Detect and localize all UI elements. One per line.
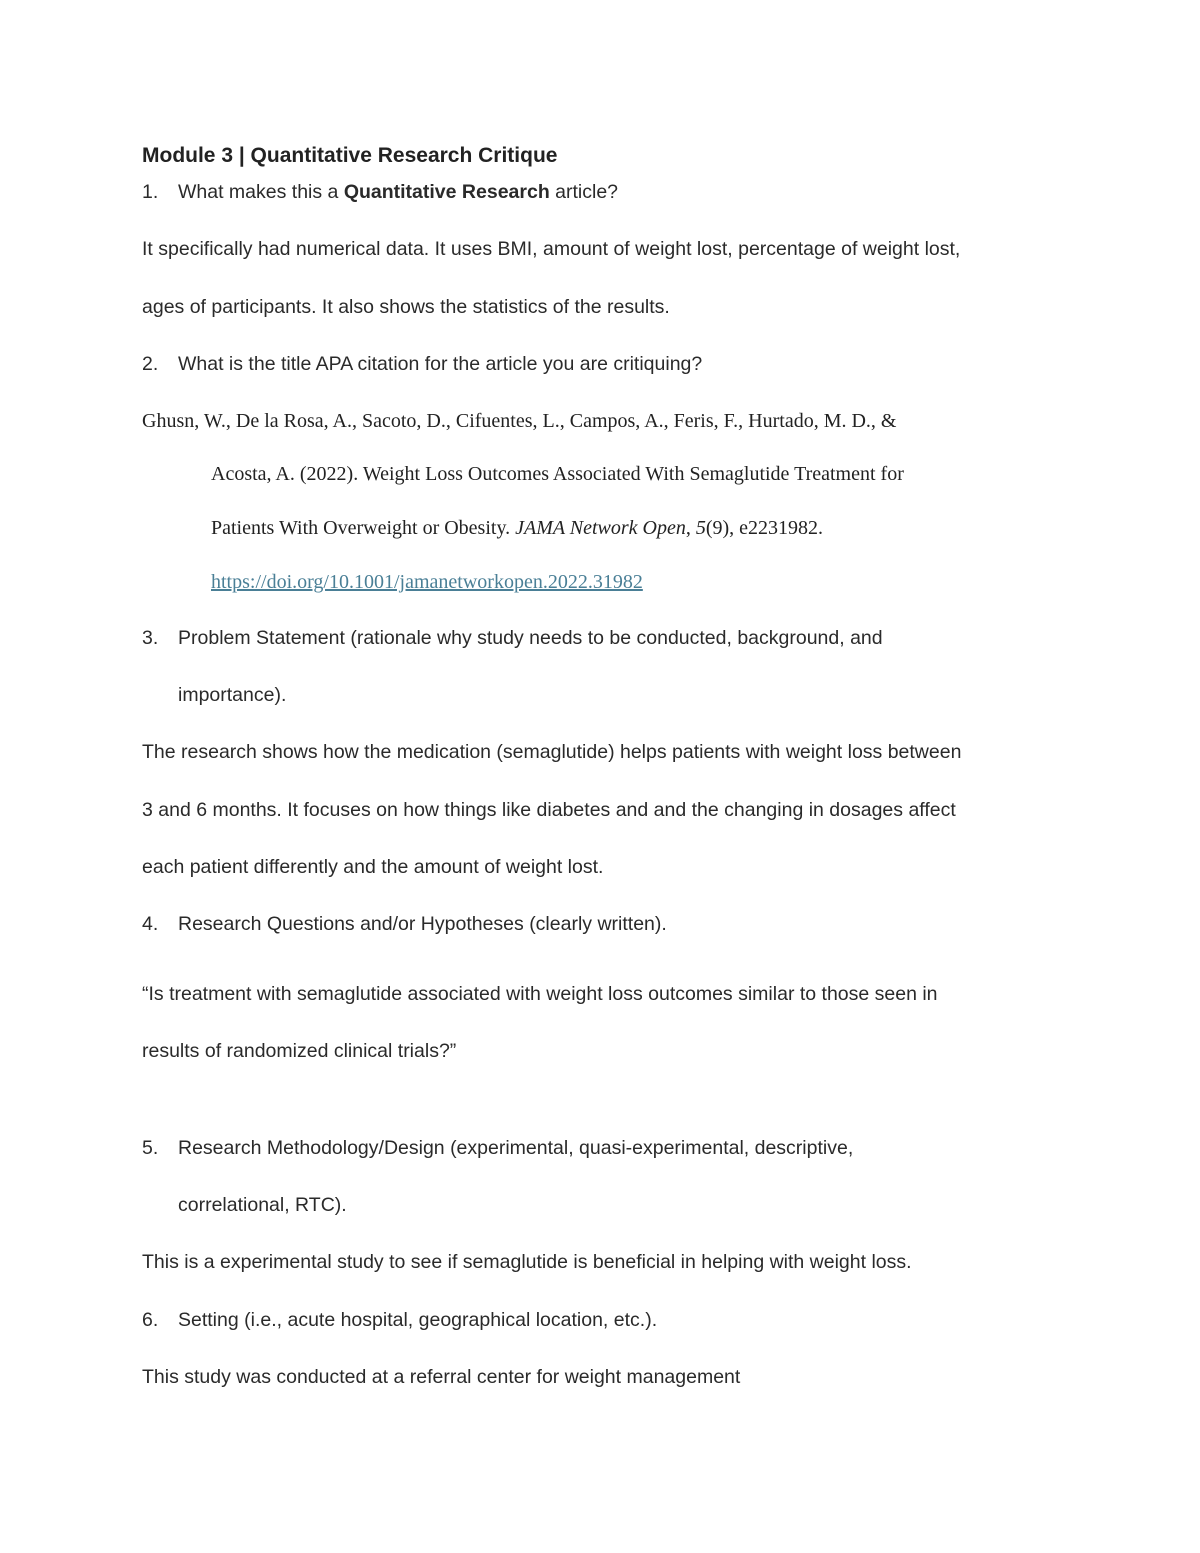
a4-line2: results of randomized clinical trials?” [142,1040,457,1062]
citation-sep: , [685,517,696,539]
q3-line2: importance). [178,684,287,706]
a3-line2: 3 and 6 months. It focuses on how things like diabetes and and the changing in dosages affect [142,799,956,821]
a1-line2: ages of participants. It also shows the statistics of the results. [142,296,670,318]
a1-line1: It specifically had numerical data. It uses BMI, amount of weight lost, percentage of weight lost, [142,238,961,260]
a4-line1: “Is treatment with semaglutide associated with weight loss outcomes similar to those seen in [142,983,938,1005]
a3-line3: each patient differently and the amount of weight lost. [142,856,604,878]
a6-line1: This study was conducted at a referral center for weight management [142,1366,741,1388]
q1-number: 1. [142,181,159,203]
q4-number: 4. [142,913,159,935]
q5-line2: correlational, RTC). [178,1194,347,1216]
q6-text: Setting (i.e., acute hospital, geographical location, etc.). [178,1309,658,1331]
citation-line3 [211,516,823,540]
citation-journal: JAMA Network Open [515,517,686,539]
citation-doi-link[interactable]: https://doi.org/10.1001/jamanetworkopen.2022.31982 [211,571,643,593]
q5-number: 5. [142,1137,159,1159]
q3-line1: Problem Statement (rationale why study needs to be conducted, background, and [178,627,883,649]
q2-text: What is the title APA citation for the article you are critiquing? [178,353,703,375]
document-title: Module 3 | Quantitative Research Critique [142,144,558,167]
q1-bold: Quantitative Research [343,181,550,203]
q4-text: Research Questions and/or Hypotheses (clearly written). [178,913,667,935]
citation-line2: Acosta, A. (2022). Weight Loss Outcomes Associated With Semaglutide Treatment for [211,463,904,485]
a3-line1: The research shows how the medication (semaglutide) helps patients with weight loss between [142,741,962,763]
q1-suffix: article? [549,181,619,203]
q1-prefix: What makes this a [178,181,344,203]
q1-text [178,180,618,204]
q2-number: 2. [142,353,159,375]
a5-line1: This is a experimental study to see if semaglutide is beneficial in helping with weight loss. [142,1251,912,1273]
citation-line1: Ghusn, W., De la Rosa, A., Sacoto, D., Cifuentes, L., Campos, A., Feris, F., Hurtado, M. D., & [142,410,897,432]
citation-issue-page: (9), e2231982. [705,517,824,539]
citation-volume: 5 [695,517,706,539]
q6-number: 6. [142,1309,159,1331]
q3-number: 3. [142,627,159,649]
citation-title-end: Patients With Overweight or Obesity. [211,517,516,539]
q5-line1: Research Methodology/Design (experimental, quasi-experimental, descriptive, [178,1137,854,1159]
